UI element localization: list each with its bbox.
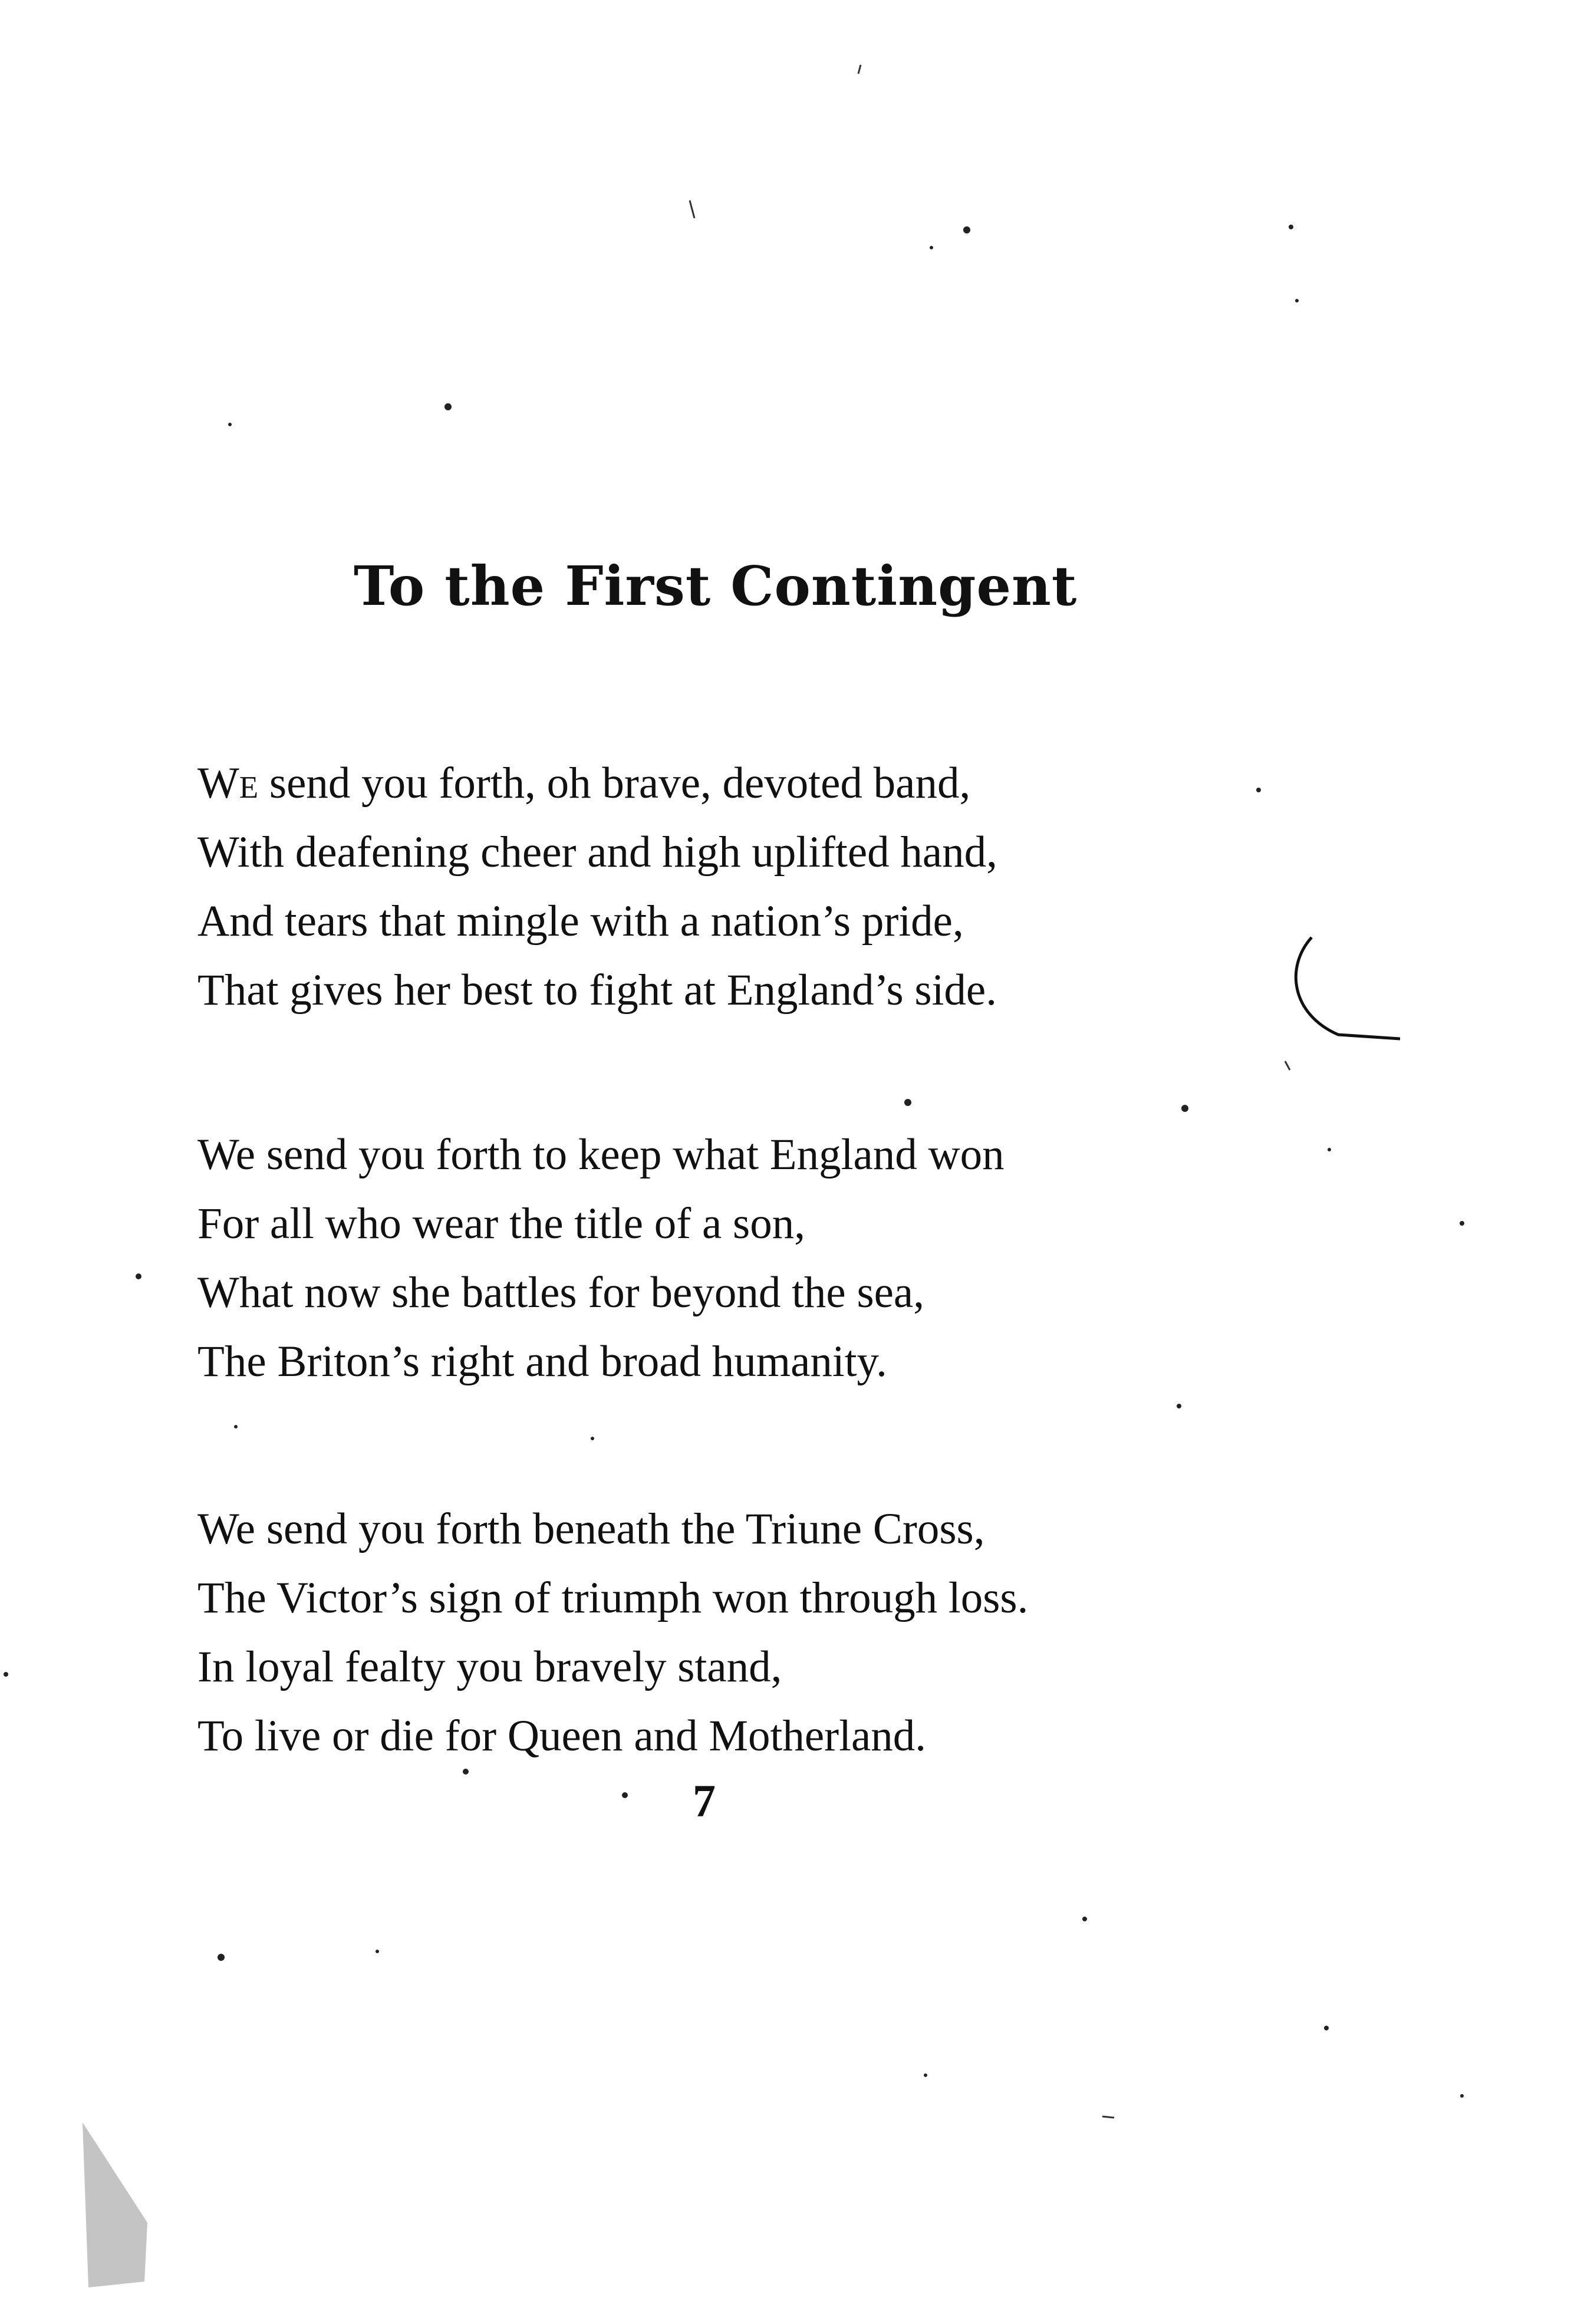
stanza-3: [197, 1495, 1259, 1770]
small-caps-lead: We: [197, 759, 259, 808]
stanza-1: [197, 749, 1259, 1025]
stanza-2: [197, 1120, 1259, 1396]
line-text: send you forth, oh brave, devoted band,: [258, 759, 971, 808]
stanza-line: And tears that mingle with a nation’s pride,: [197, 897, 964, 946]
stanza-line: To live or die for Queen and Motherland.: [197, 1711, 927, 1760]
stanza-line: The Briton’s right and broad humanity.: [197, 1337, 887, 1386]
stanza-line: What now she battles for beyond the sea,: [197, 1268, 924, 1317]
stanza-line: We send you forth beneath the Triune Cross,: [197, 1505, 985, 1553]
stanza-line: That gives her best to fight at England’s side.: [197, 966, 997, 1015]
stanza-line: In loyal fealty you bravely stand,: [197, 1642, 782, 1691]
page-number: 7: [693, 1775, 716, 1826]
stanza-line: [197, 749, 1259, 818]
poem-title: To the First Contingent: [354, 554, 1078, 618]
stanza-line: The Victor’s sign of triumph won through loss.: [197, 1574, 1029, 1622]
stanza-line: We send you forth to keep what England won: [197, 1130, 1005, 1179]
stanza-line: For all who wear the title of a son,: [197, 1199, 805, 1248]
stanza-line: With deafening cheer and high uplifted hand,: [197, 828, 997, 877]
